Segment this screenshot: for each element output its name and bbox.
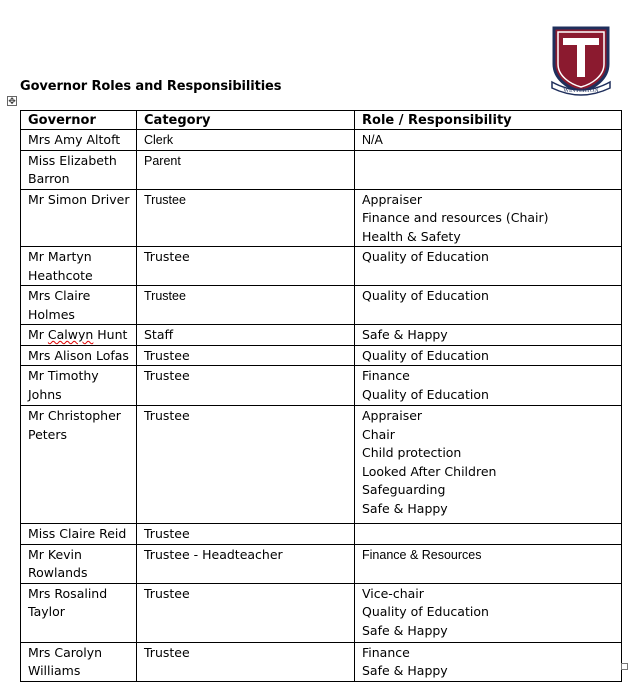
category-cell: Clerk bbox=[137, 130, 355, 151]
governor-name-line: Rowlands bbox=[28, 565, 88, 580]
role-line: Safe & Happy bbox=[362, 622, 448, 638]
role-line: Finance and resources (Chair) bbox=[362, 210, 549, 225]
role-cell bbox=[355, 642, 622, 681]
governor-name-cell bbox=[21, 524, 137, 545]
category-cell: Trustee bbox=[137, 345, 355, 366]
table-row bbox=[21, 642, 622, 681]
governor-name-line: Peters bbox=[28, 426, 68, 442]
governor-name-cell bbox=[21, 642, 137, 681]
governor-name-line: Mr Martyn bbox=[28, 249, 92, 264]
table-row bbox=[21, 583, 622, 642]
governor-name-cell bbox=[21, 325, 137, 346]
governor-name-cell bbox=[21, 544, 137, 583]
table-row bbox=[21, 366, 622, 406]
table-row bbox=[21, 189, 622, 247]
table-row bbox=[21, 130, 622, 151]
table-row bbox=[21, 325, 622, 346]
role-line: Quality of Education bbox=[362, 604, 489, 619]
governor-name-line: Mr Simon Driver bbox=[28, 191, 130, 207]
governor-name-line: Mr Kevin bbox=[28, 546, 82, 562]
role-cell bbox=[355, 583, 622, 642]
governor-name-line: Mr Calwyn Hunt bbox=[28, 327, 128, 342]
category-cell: Parent bbox=[137, 150, 355, 189]
role-cell bbox=[355, 150, 622, 189]
role-line: Quality of Education bbox=[362, 386, 489, 402]
spelling-error-mark[interactable]: Calwyn bbox=[47, 327, 94, 342]
governor-name-line: Mr Timothy bbox=[28, 368, 99, 383]
governor-name-line: Mrs Alison Lofas bbox=[28, 347, 129, 363]
role-cell bbox=[355, 544, 622, 583]
governor-roles-table bbox=[20, 110, 622, 682]
role-cell bbox=[355, 366, 622, 406]
governor-name-cell bbox=[21, 150, 137, 189]
governor-name-line: Mrs Amy Altoft bbox=[28, 132, 121, 147]
role-line: Safeguarding bbox=[362, 482, 446, 497]
category-cell: Trustee - Headteacher bbox=[137, 544, 355, 583]
school-crest-logo bbox=[548, 24, 614, 96]
table-move-handle-icon[interactable]: ✥ bbox=[8, 97, 16, 107]
governor-name-line: Mrs Rosalind bbox=[28, 585, 108, 601]
role-line: Quality of Education bbox=[362, 288, 489, 303]
role-line: Looked After Children bbox=[362, 463, 497, 479]
category-cell: Trustee bbox=[137, 247, 355, 286]
category-cell: Trustee bbox=[137, 583, 355, 642]
role-line: Safe & Happy bbox=[362, 327, 448, 342]
role-cell bbox=[355, 130, 622, 151]
category-cell: Trustee bbox=[137, 406, 355, 524]
governor-name-line: Miss Claire Reid bbox=[28, 526, 127, 541]
governor-name-line: Taylor bbox=[28, 604, 65, 619]
governor-name-line: Mrs Claire bbox=[28, 288, 91, 303]
logo-wordmark: WINTERTON bbox=[563, 88, 599, 94]
category-cell: Trustee bbox=[137, 366, 355, 406]
role-line: Safe & Happy bbox=[362, 500, 448, 516]
table-header-row bbox=[21, 111, 622, 130]
table-row bbox=[21, 524, 622, 545]
governor-name-cell bbox=[21, 366, 137, 406]
governor-name-cell bbox=[21, 130, 137, 151]
role-cell bbox=[355, 247, 622, 286]
governor-name-line: Williams bbox=[28, 663, 81, 678]
governor-name-line: Johns bbox=[28, 386, 62, 402]
role-line: Health & Safety bbox=[362, 228, 461, 244]
column-header-category: Category bbox=[137, 111, 355, 130]
role-cell bbox=[355, 345, 622, 366]
role-cell bbox=[355, 406, 622, 524]
governor-name-cell bbox=[21, 247, 137, 286]
table-row bbox=[21, 286, 622, 325]
governor-name-line: Barron bbox=[28, 171, 70, 186]
role-line: Quality of Education bbox=[362, 249, 489, 264]
category-cell: Trustee bbox=[137, 189, 355, 247]
role-cell bbox=[355, 189, 622, 247]
role-line: Appraiser bbox=[362, 408, 423, 423]
table-row bbox=[21, 247, 622, 286]
role-line: Finance & Resources bbox=[362, 547, 482, 562]
column-header-role: Role / Responsibility bbox=[355, 111, 622, 130]
role-line: Safe & Happy bbox=[362, 663, 448, 678]
category-cell: Staff bbox=[137, 325, 355, 346]
governor-name-cell bbox=[21, 583, 137, 642]
role-cell bbox=[355, 286, 622, 325]
table-row bbox=[21, 406, 622, 524]
category-cell: Trustee bbox=[137, 642, 355, 681]
role-line: Appraiser bbox=[362, 191, 423, 207]
governor-name-line: Heathcote bbox=[28, 267, 93, 283]
category-cell: Trustee bbox=[137, 286, 355, 325]
role-line: N/A bbox=[362, 133, 383, 147]
role-line: Vice-chair bbox=[362, 585, 424, 601]
column-header-governor: Governor bbox=[21, 111, 137, 130]
role-cell bbox=[355, 524, 622, 545]
role-line: Chair bbox=[362, 426, 395, 442]
role-line: Finance bbox=[362, 368, 410, 383]
governor-name-cell bbox=[21, 406, 137, 524]
governor-name-line: Miss Elizabeth bbox=[28, 152, 117, 168]
role-line: Quality of Education bbox=[362, 347, 489, 363]
governor-name-line: Mr Christopher bbox=[28, 408, 121, 423]
table-row bbox=[21, 150, 622, 189]
role-line: Child protection bbox=[362, 445, 462, 460]
table-resize-handle[interactable] bbox=[621, 663, 628, 670]
role-line: Finance bbox=[362, 644, 410, 660]
category-cell: Trustee bbox=[137, 524, 355, 545]
role-cell bbox=[355, 325, 622, 346]
document-title: Governor Roles and Responsibilities bbox=[20, 79, 282, 94]
table-row bbox=[21, 544, 622, 583]
governor-name-cell bbox=[21, 189, 137, 247]
governor-name-line: Mrs Carolyn bbox=[28, 644, 103, 660]
governor-name-cell bbox=[21, 286, 137, 325]
governor-name-cell bbox=[21, 345, 137, 366]
governor-name-line: Holmes bbox=[28, 306, 75, 322]
table-row bbox=[21, 345, 622, 366]
